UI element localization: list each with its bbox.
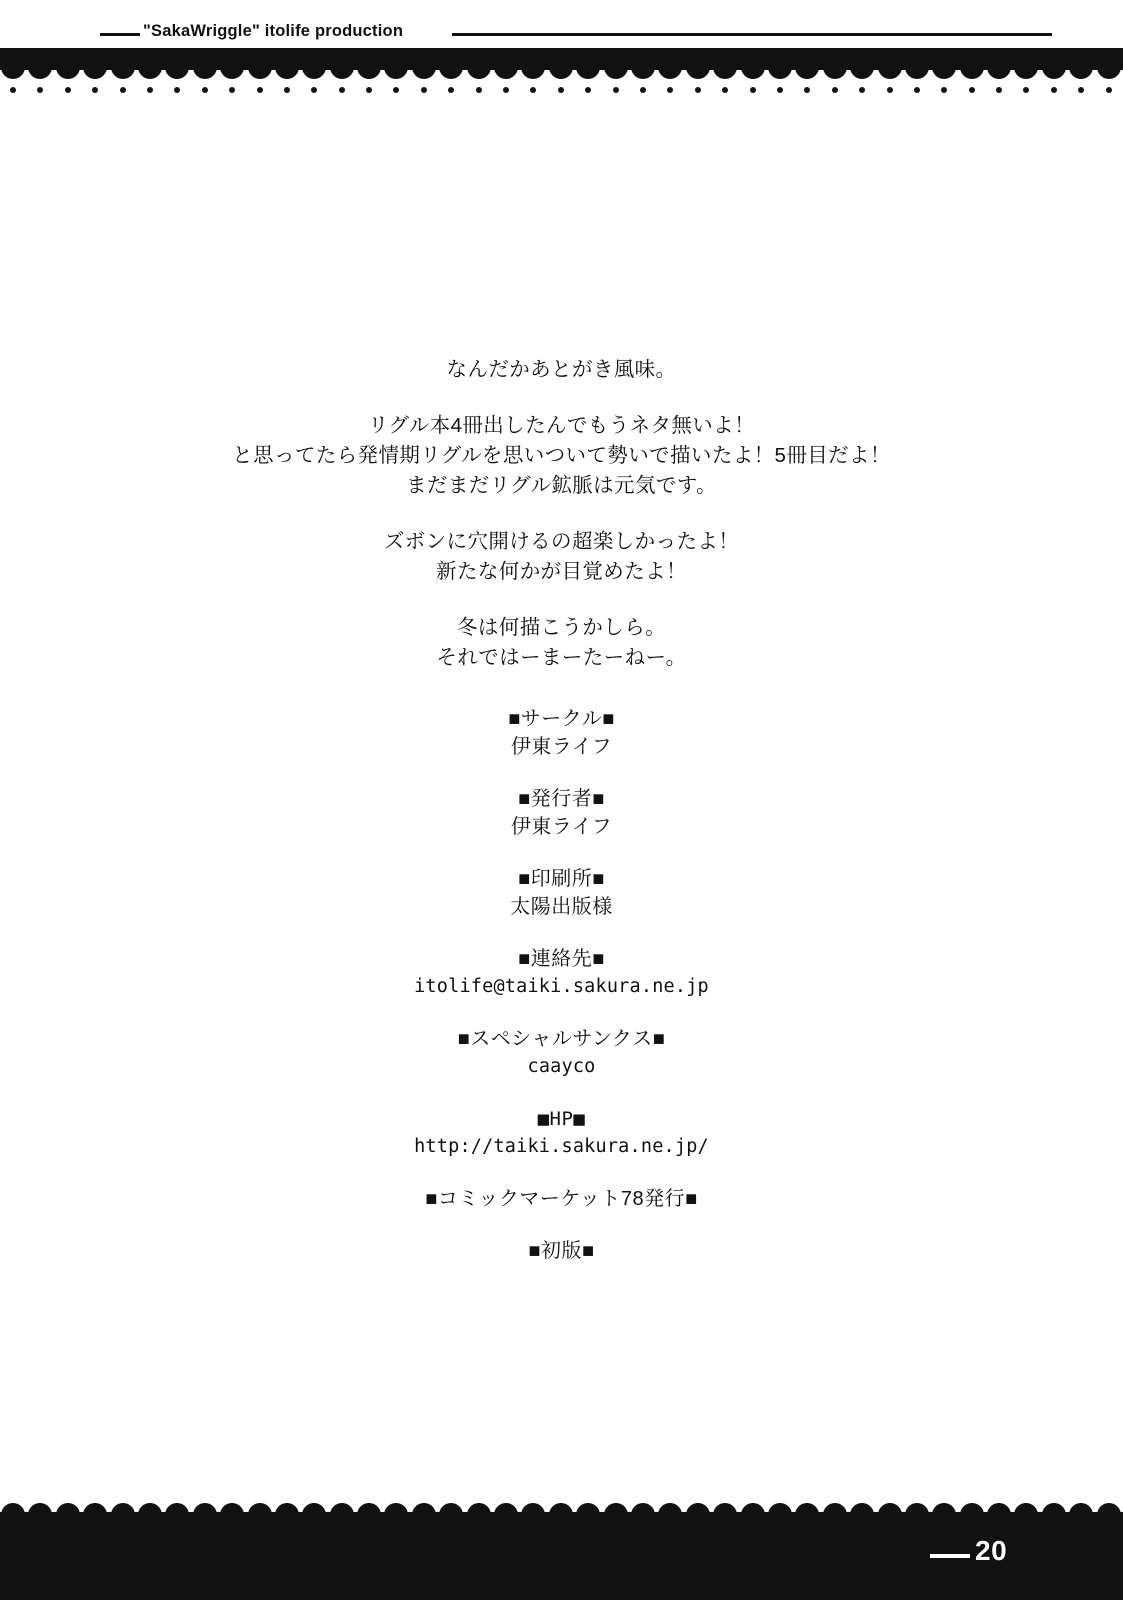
afterword-line: 新たな何かが目覚めたよ！: [436, 560, 687, 583]
lace-dot: [411, 1502, 438, 1512]
lace-dot: [712, 86, 739, 94]
lace-dot: [877, 1502, 904, 1512]
afterword-line: 冬は何描こうかしら。: [457, 616, 666, 639]
lace-dot: [603, 86, 630, 94]
afterword-line: それではーまーたーねー。: [436, 646, 687, 669]
lace-dot: [411, 86, 438, 94]
lace-dot: [466, 86, 493, 94]
page-header: [0, 0, 1123, 50]
lace-dot: [931, 1502, 958, 1512]
lace-dot: [849, 86, 876, 94]
lace-dot: [82, 86, 109, 94]
afterword-line: リグル本4冊出したんでもうネタ無いよ！: [368, 414, 755, 437]
lace-dot: [0, 1502, 27, 1512]
lace-dot: [548, 1502, 575, 1512]
lace-dot: [740, 1502, 767, 1512]
lace-dot: [301, 1502, 328, 1512]
page-number: 20: [975, 1535, 1008, 1566]
credit-heading: ■初版■: [528, 1240, 595, 1262]
lace-dot: [274, 1502, 301, 1512]
lace-dot: [630, 1502, 657, 1512]
lace-border-top: [0, 48, 1123, 94]
lace-dot: [247, 86, 274, 94]
lace-dot: [849, 1502, 876, 1512]
lace-dot: [164, 86, 191, 94]
lace-dot: [192, 1502, 219, 1512]
lace-dot: [192, 86, 219, 94]
credit-heading: ■スペシャルサンクス■: [457, 1028, 666, 1050]
credit-edition: [0, 1237, 1123, 1265]
lace-dot: [466, 1502, 493, 1512]
lace-dot: [959, 1502, 986, 1512]
header-rule-right: [452, 33, 1052, 36]
lace-dot: [877, 86, 904, 94]
lace-dot: [520, 1502, 547, 1512]
lace-dot: [904, 1502, 931, 1512]
credit-value: 伊東ライフ: [510, 816, 613, 838]
lace-dot: [274, 86, 301, 94]
credit-circle: [0, 705, 1123, 761]
credit-value: 太陽出版様: [510, 896, 613, 918]
lace-dot: [27, 86, 54, 94]
lace-dot: [247, 1502, 274, 1512]
lace-dot: [959, 86, 986, 94]
lace-dot: [575, 86, 602, 94]
lace-dot: [383, 1502, 410, 1512]
lace-dot: [986, 1502, 1013, 1512]
afterword-paragraph: [0, 355, 1123, 385]
lace-dot: [137, 1502, 164, 1512]
lace-dot: [904, 86, 931, 94]
afterword-line: ズボンに穴開けるの超楽しかったよ！: [383, 530, 740, 553]
lace-dot: [1068, 86, 1095, 94]
lace-dot: [0, 86, 27, 94]
lace-dot: [329, 86, 356, 94]
credit-value: 伊東ライフ: [510, 736, 613, 758]
lace-dot: [493, 86, 520, 94]
lace-dot: [685, 1502, 712, 1512]
lace-dot: [740, 86, 767, 94]
credit-event: [0, 1185, 1123, 1213]
lace-dot: [794, 1502, 821, 1512]
dot-row-top: [0, 86, 1123, 94]
lace-dot: [438, 1502, 465, 1512]
header-title: "SakaWriggle" itolife production: [143, 22, 404, 40]
lace-dot: [657, 1502, 684, 1512]
lace-dot: [1041, 1502, 1068, 1512]
lace-dot: [493, 1502, 520, 1512]
lace-dot: [356, 1502, 383, 1512]
credit-heading: ■コミックマーケット78発行■: [425, 1188, 698, 1210]
lace-dot: [575, 1502, 602, 1512]
lace-dot: [1041, 86, 1068, 94]
lace-dot: [603, 1502, 630, 1512]
credit-email: itolife@taiki.sakura.ne.jp: [414, 976, 709, 997]
lace-dot: [822, 86, 849, 94]
lace-dot: [520, 86, 547, 94]
credit-heading: ■サークル■: [508, 708, 615, 730]
lace-dot: [356, 86, 383, 94]
credit-publisher: [0, 785, 1123, 841]
lace-dot: [137, 86, 164, 94]
credit-homepage: [0, 1105, 1123, 1161]
lace-dot: [1068, 1502, 1095, 1512]
lace-dot: [219, 1502, 246, 1512]
lace-border-bottom: [0, 1490, 1123, 1600]
lace-dot: [383, 86, 410, 94]
lace-dot: [657, 86, 684, 94]
lace-dot: [329, 1502, 356, 1512]
credit-printer: [0, 865, 1123, 921]
lace-dot: [55, 1502, 82, 1512]
lace-dot: [712, 1502, 739, 1512]
credit-heading: ■発行者■: [518, 788, 605, 810]
lace-dot: [164, 1502, 191, 1512]
lace-dot: [438, 86, 465, 94]
page-number-rule: [930, 1554, 970, 1558]
lace-dot: [27, 1502, 54, 1512]
afterword-line: なんだかあとがき風味。: [446, 358, 677, 381]
lace-dot: [110, 1502, 137, 1512]
lace-dot: [110, 86, 137, 94]
dot-row-bottom: [0, 1502, 1123, 1512]
lace-dot: [548, 86, 575, 94]
lace-dot: [82, 1502, 109, 1512]
lace-dot: [1013, 1502, 1040, 1512]
lace-dot: [301, 86, 328, 94]
lace-dot: [55, 86, 82, 94]
credit-contact: [0, 945, 1123, 1001]
afterword-paragraph: [0, 527, 1123, 587]
lace-dot: [630, 86, 657, 94]
afterword-line: と思ってたら発情期リグルを思いついて勢いで描いたよ！5冊目だよ！: [232, 444, 891, 467]
lace-dot: [931, 86, 958, 94]
colophon: [0, 705, 1123, 1289]
lace-dot: [794, 86, 821, 94]
credit-heading: ■HP■: [537, 1108, 586, 1130]
header-rule-left: [100, 33, 140, 36]
lace-dot: [986, 86, 1013, 94]
credit-url: http://taiki.sakura.ne.jp/: [414, 1136, 709, 1157]
lace-dot: [1096, 1502, 1123, 1512]
afterword-text: [0, 355, 1123, 699]
credit-heading: ■連絡先■: [518, 948, 605, 970]
afterword-paragraph: [0, 613, 1123, 673]
afterword-paragraph: [0, 411, 1123, 501]
credit-heading: ■印刷所■: [518, 868, 605, 890]
lace-dot: [685, 86, 712, 94]
lace-dot: [1013, 86, 1040, 94]
afterword-line: まだまだリグル鉱脈は元気です。: [406, 474, 717, 497]
lace-dot: [767, 86, 794, 94]
lace-dot: [822, 1502, 849, 1512]
credit-special-thanks: [0, 1025, 1123, 1081]
lace-dot: [767, 1502, 794, 1512]
lace-dot: [219, 86, 246, 94]
credit-value: caayco: [527, 1056, 596, 1077]
lace-dot: [1096, 86, 1123, 94]
